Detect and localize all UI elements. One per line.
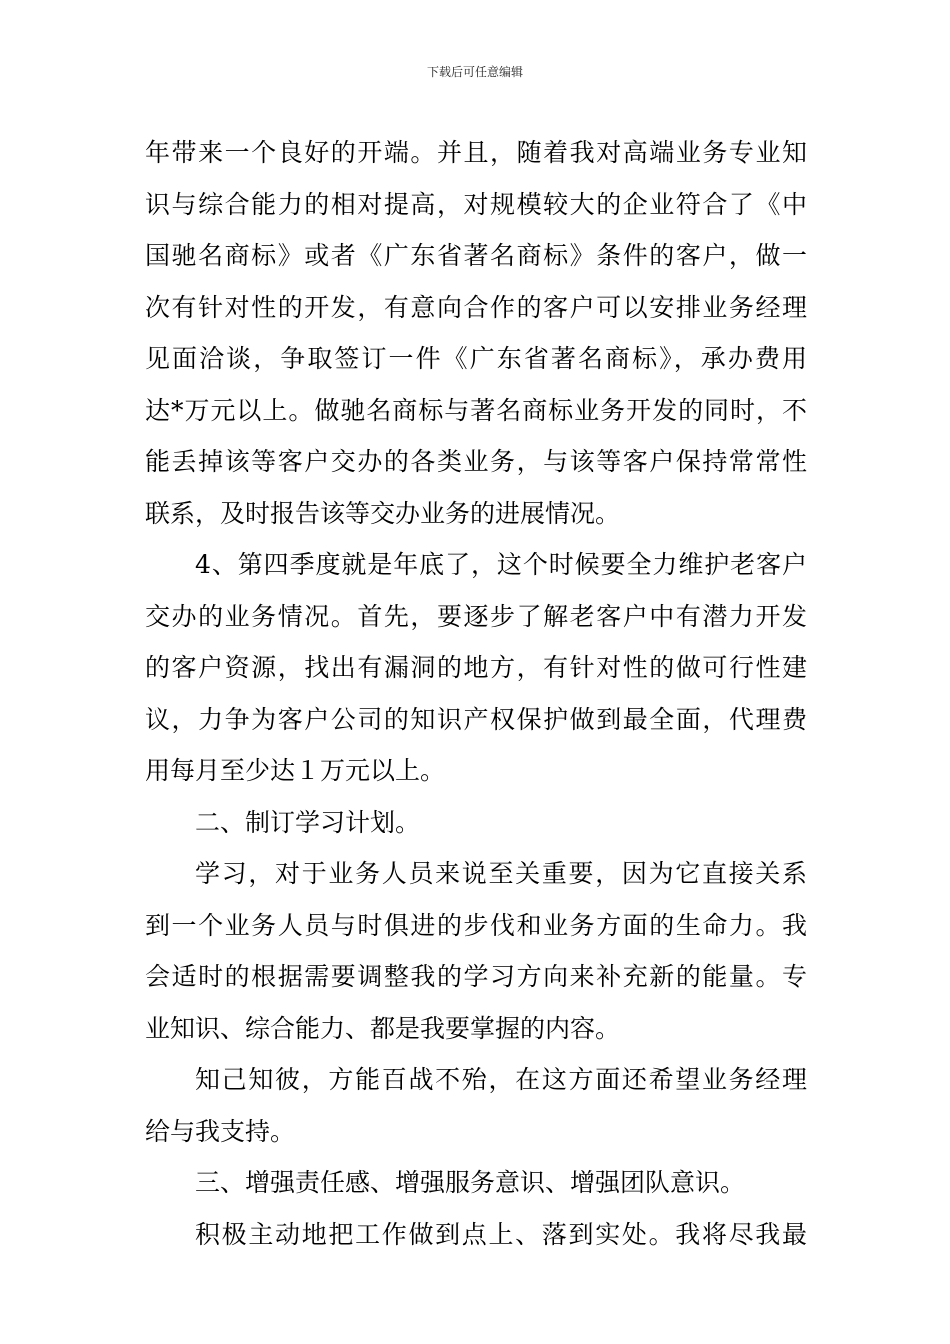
text-line: 能丢掉该等客户交办的各类业务，与该等客户保持常常性 [145, 447, 807, 476]
text-line: 次有针对性的开发，有意向合作的客户可以安排业务经理 [145, 292, 807, 322]
text-line: 联系，及时报告该等交办业务的进展情况。 [145, 498, 621, 528]
text-line: 识与综合能力的相对提高，对规模较大的企业符合了《中 [145, 189, 807, 219]
text-line: 到一个业务人员与时俱进的步伐和业务方面的生命力。我 [145, 910, 807, 940]
text-line: 交办的业务情况。首先，要逐步了解老客户中有潜力开发 [145, 601, 807, 631]
text-line: 的客户资源，找出有漏洞的地方，有针对性的做可行性建 [145, 653, 807, 682]
text-line: 会适时的根据需要调整我的学习方向来补充新的能量。专 [145, 962, 807, 991]
text-line: 二、制订学习计划。 [195, 807, 421, 837]
text-line: 知己知彼，方能百战不殆，在这方面还希望业务经理 [195, 1065, 807, 1094]
text-line: 业知识、综合能力、都是我要掌握的内容。 [145, 1013, 621, 1043]
page-header: 下载后可任意编辑 [426, 65, 523, 79]
text-line: 见面洽谈，争取签订一件《广东省著名商标》，承办费用 [145, 344, 807, 373]
text-line: 4、第四季度就是年底了，这个时候要全力维护老客户 [195, 550, 807, 579]
text-line: 学习，对于业务人员来说至关重要，因为它直接关系 [195, 859, 807, 888]
text-line: 国驰名商标》或者《广东省著名商标》条件的客户，做一 [145, 241, 807, 270]
text-line: 给与我支持。 [145, 1116, 296, 1146]
text-line: 年带来一个良好的开端。并且，随着我对高端业务专业知 [145, 138, 807, 167]
text-line: 达*万元以上。做驰名商标与著名商标业务开发的同时，不 [145, 395, 807, 425]
text-line: 用每月至少达１万元以上。 [145, 756, 446, 785]
body-text [145, 127, 807, 1260]
text-line: 三、增强责任感、增强服务意识、增强团队意识。 [195, 1168, 746, 1197]
text-line: 议，力争为客户公司的知识产权保护做到最全面，代理费 [145, 704, 807, 734]
text-line: 积极主动地把工作做到点上、落到实处。我将尽我最 [195, 1219, 807, 1249]
